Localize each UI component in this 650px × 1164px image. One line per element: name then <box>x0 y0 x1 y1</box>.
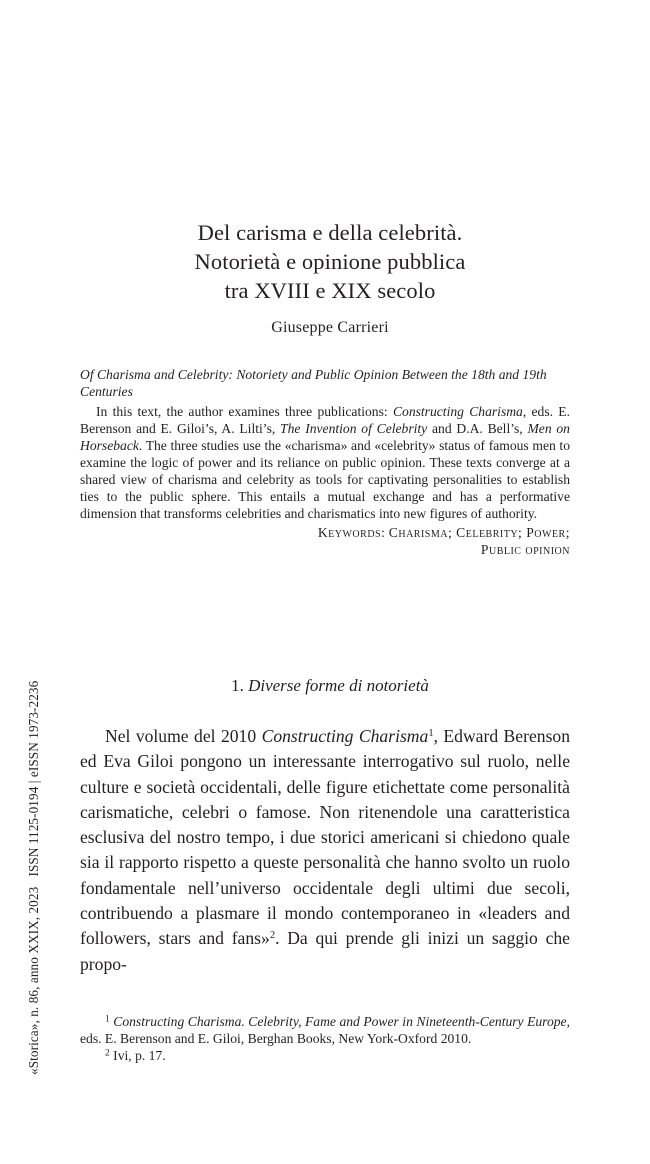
abstract-book-title-2: The Invention of Celebrity <box>280 421 428 436</box>
body-book-title: Constructing Charisma <box>261 726 429 746</box>
footnote-text: , eds. E. Berenson and E. Giloi, Berghan Books, New York-Oxford 2010. <box>80 1014 570 1046</box>
footnote-text: Ivi, p. 17. <box>113 1048 166 1063</box>
body-paragraph <box>80 724 570 977</box>
abstract-text-part: and D.A. Bell’s, <box>427 421 528 436</box>
body-text-part: . Da qui prende gli inizi un saggio che propo- <box>80 928 570 974</box>
keywords-label: Keywords: <box>317 525 386 540</box>
footnote-book-title: Constructing Charisma. Celebrity, Fame and Power in Nineteenth-Century Europe <box>113 1014 567 1029</box>
body-text-part: , Edward Berenson ed Eva Giloi pongono un interessante interrogativo sul ruolo, nelle culture e società occidentali, delle figure etichettate come personalità carismatiche, celebri o famose. Non ritenendole una caratteristica esclusiva del nostro tempo, i due storici americani si chiedono quale sia il rapporto rispetto a queste personalità che hanno svolto un ruolo fondamentale nell’universo occidentale degli ultimi due secoli, contribuendo a plasmare il mondo contemporaneo in «leaders and followers, stars and fans» <box>80 726 571 949</box>
footnote-number: 1 <box>105 1014 110 1025</box>
footnote-ref-2[interactable]: 2 <box>269 930 276 942</box>
section-title: Diverse forme di notorietà <box>248 676 429 695</box>
footnote-ref-1[interactable]: 1 <box>428 728 434 740</box>
title-line-2: Notorietà e opinione pubblica <box>194 249 466 274</box>
keywords <box>80 524 570 558</box>
footnote-1 <box>80 1013 570 1047</box>
abstract <box>80 366 570 558</box>
section-heading <box>100 676 560 696</box>
article-title <box>100 218 560 305</box>
abstract-text-part: . The three studies use the «charisma» and «celebrity» status of famous men to examine the logic of power and its reliance on public opinion. These texts converge at a shared view of charisma and celebrity as tools for captivating personalities to establish ties to the public sphere. This entails a mutual exchange and has a performative dimension that transforms celebrities and charismatics into new figures of authority. <box>80 438 570 521</box>
keywords-line-2: Public opinion <box>480 542 570 557</box>
abstract-text <box>80 403 570 522</box>
english-title: Of Charisma and Celebrity: Notoriety and Public Opinion Between the 18th and 19th Centuries <box>80 367 547 399</box>
footnotes <box>80 1013 570 1064</box>
section-number: 1. <box>231 676 244 695</box>
journal-citation-sidebar: «Storica», n. 86, anno XXIX, 2023 ISSN 1125-0194 | eISSN 1973-2236 <box>26 680 41 1075</box>
author-name: Giuseppe Carrieri <box>271 319 389 336</box>
abstract-book-title-1: Constructing Charisma <box>392 404 523 419</box>
keywords-line-1 <box>80 524 570 541</box>
body-text <box>80 724 570 977</box>
keywords-list: Charisma; Celebrity; Power; <box>388 525 570 540</box>
abstract-text-part: In this text, the author examines three publications: <box>96 404 393 419</box>
title-line-3: tra XVIII e XIX secolo <box>224 278 436 303</box>
footnote-2 <box>80 1047 570 1064</box>
footnote-number: 2 <box>105 1048 110 1059</box>
abstract-text-part: , eds. E. Berenson and E. Giloi’s, A. Lilti’s, <box>80 404 571 436</box>
body-text-part: Nel volume del 2010 <box>105 726 262 746</box>
abstract-book-title-3: Men on Horseback <box>80 421 570 453</box>
title-line-1: Del carisma e della celebrità. <box>197 220 463 245</box>
